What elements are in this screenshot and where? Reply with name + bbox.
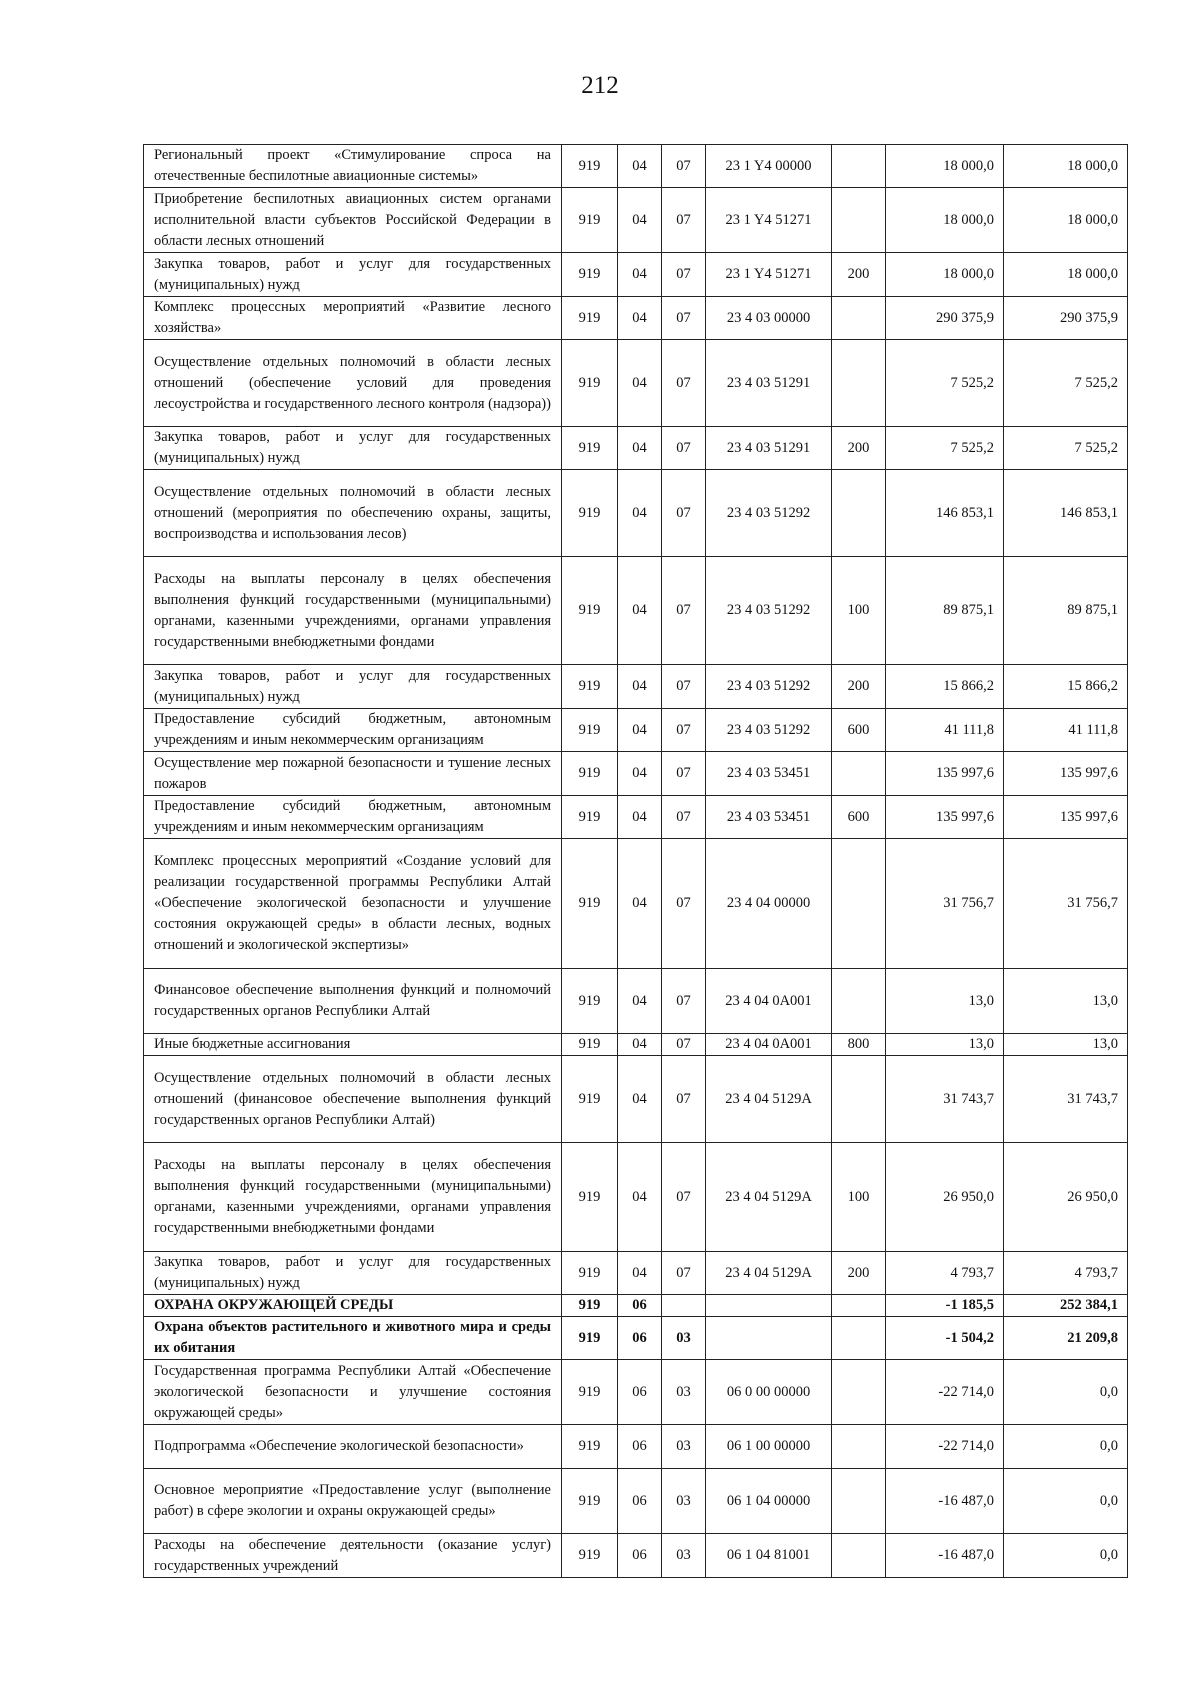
table-row <box>144 1295 1128 1317</box>
row-amount-1-cell: 13,0 <box>886 969 1004 1034</box>
row-amount-2-cell: 18 000,0 <box>1004 145 1128 188</box>
row-name-cell: Расходы на обеспечение деятельности (оказание услуг) государственных учреждений <box>144 1534 562 1578</box>
row-target-article-cell: 23 1 Y4 00000 <box>706 145 832 188</box>
row-expense-type-cell <box>832 752 886 796</box>
row-target-article-cell: 06 0 00 00000 <box>706 1360 832 1425</box>
table-row <box>144 427 1128 470</box>
row-amount-2-cell: 146 853,1 <box>1004 470 1128 557</box>
row-subsection-cell: 07 <box>662 969 706 1034</box>
row-section-cell: 04 <box>618 1252 662 1295</box>
row-subsection-cell: 03 <box>662 1425 706 1469</box>
row-name-cell: Иные бюджетные ассигнования <box>144 1034 562 1056</box>
row-amount-1-cell: 31 756,7 <box>886 839 1004 969</box>
row-amount-1-cell: 4 793,7 <box>886 1252 1004 1295</box>
row-expense-type-cell <box>832 470 886 557</box>
row-amount-2-cell: 252 384,1 <box>1004 1295 1128 1317</box>
row-amount-2-cell: 4 793,7 <box>1004 1252 1128 1295</box>
row-subsection-cell: 07 <box>662 752 706 796</box>
row-section-cell: 06 <box>618 1534 662 1578</box>
row-target-article-cell: 23 4 04 0A001 <box>706 1034 832 1056</box>
row-amount-2-cell: 7 525,2 <box>1004 340 1128 427</box>
row-subsection-cell: 03 <box>662 1469 706 1534</box>
row-amount-2-cell: 135 997,6 <box>1004 752 1128 796</box>
row-subsection-cell <box>662 1295 706 1317</box>
row-amount-2-cell: 41 111,8 <box>1004 709 1128 752</box>
table-row <box>144 340 1128 427</box>
row-name-cell: Осуществление мер пожарной безопасности и тушение лесных пожаров <box>144 752 562 796</box>
row-name-cell: Осуществление отдельных полномочий в области лесных отношений (обеспечение условий для проведения лесоустройства и государственного лесного контроля (надзора)) <box>144 340 562 427</box>
row-expense-type-cell <box>832 1056 886 1143</box>
row-expense-type-cell: 600 <box>832 709 886 752</box>
row-grbs-cell: 919 <box>562 839 618 969</box>
row-amount-2-cell: 0,0 <box>1004 1534 1128 1578</box>
table-row <box>144 470 1128 557</box>
row-target-article-cell <box>706 1295 832 1317</box>
row-expense-type-cell: 100 <box>832 557 886 665</box>
row-expense-type-cell <box>832 1534 886 1578</box>
row-subsection-cell: 07 <box>662 1252 706 1295</box>
row-name-cell: ОХРАНА ОКРУЖАЮЩЕЙ СРЕДЫ <box>144 1295 562 1317</box>
table-row <box>144 253 1128 297</box>
row-section-cell: 04 <box>618 188 662 253</box>
row-grbs-cell: 919 <box>562 1252 618 1295</box>
table-row <box>144 796 1128 839</box>
row-grbs-cell: 919 <box>562 796 618 839</box>
row-subsection-cell: 07 <box>662 1056 706 1143</box>
row-section-cell: 04 <box>618 253 662 297</box>
row-amount-1-cell: -22 714,0 <box>886 1425 1004 1469</box>
table-row <box>144 969 1128 1034</box>
row-target-article-cell <box>706 1317 832 1360</box>
row-name-cell: Комплекс процессных мероприятий «Создание условий для реализации государственной программы Республики Алтай «Обеспечение экологической безопасности и улучшение состояния окружающей среды» в области лесных, водных отношений и экологической экспертизы» <box>144 839 562 969</box>
row-amount-1-cell: 18 000,0 <box>886 145 1004 188</box>
row-expense-type-cell: 100 <box>832 1143 886 1252</box>
row-expense-type-cell <box>832 188 886 253</box>
row-grbs-cell: 919 <box>562 1469 618 1534</box>
row-subsection-cell: 07 <box>662 340 706 427</box>
row-grbs-cell: 919 <box>562 1295 618 1317</box>
row-subsection-cell: 07 <box>662 1034 706 1056</box>
row-target-article-cell: 23 4 04 0A001 <box>706 969 832 1034</box>
row-subsection-cell: 03 <box>662 1317 706 1360</box>
row-grbs-cell: 919 <box>562 427 618 470</box>
row-section-cell: 04 <box>618 470 662 557</box>
table-row <box>144 752 1128 796</box>
row-grbs-cell: 919 <box>562 470 618 557</box>
row-expense-type-cell: 200 <box>832 427 886 470</box>
row-name-cell: Государственная программа Республики Алтай «Обеспечение экологической безопасности и улучшение состояния окружающей среды» <box>144 1360 562 1425</box>
row-target-article-cell: 23 4 03 53451 <box>706 796 832 839</box>
row-target-article-cell: 23 1 Y4 51271 <box>706 253 832 297</box>
row-amount-1-cell: 290 375,9 <box>886 297 1004 340</box>
table-row <box>144 1317 1128 1360</box>
row-name-cell: Закупка товаров, работ и услуг для государственных (муниципальных) нужд <box>144 427 562 470</box>
row-amount-1-cell: -16 487,0 <box>886 1469 1004 1534</box>
row-section-cell: 04 <box>618 145 662 188</box>
row-target-article-cell: 23 4 04 5129А <box>706 1252 832 1295</box>
row-amount-2-cell: 13,0 <box>1004 969 1128 1034</box>
row-amount-1-cell: 13,0 <box>886 1034 1004 1056</box>
row-amount-1-cell: 7 525,2 <box>886 427 1004 470</box>
row-target-article-cell: 23 4 04 5129А <box>706 1143 832 1252</box>
row-amount-1-cell: 89 875,1 <box>886 557 1004 665</box>
row-target-article-cell: 23 4 03 51292 <box>706 665 832 709</box>
row-section-cell: 04 <box>618 1056 662 1143</box>
row-target-article-cell: 06 1 00 00000 <box>706 1425 832 1469</box>
table-row <box>144 188 1128 253</box>
row-expense-type-cell <box>832 969 886 1034</box>
row-amount-2-cell: 290 375,9 <box>1004 297 1128 340</box>
row-amount-2-cell: 26 950,0 <box>1004 1143 1128 1252</box>
row-grbs-cell: 919 <box>562 752 618 796</box>
row-subsection-cell: 07 <box>662 1143 706 1252</box>
row-amount-2-cell: 7 525,2 <box>1004 427 1128 470</box>
row-section-cell: 06 <box>618 1360 662 1425</box>
row-expense-type-cell <box>832 1295 886 1317</box>
table-row <box>144 1425 1128 1469</box>
row-section-cell: 06 <box>618 1317 662 1360</box>
row-section-cell: 06 <box>618 1425 662 1469</box>
row-name-cell: Подпрограмма «Обеспечение экологической безопасности» <box>144 1425 562 1469</box>
row-expense-type-cell <box>832 839 886 969</box>
row-target-article-cell: 23 4 04 00000 <box>706 839 832 969</box>
row-section-cell: 04 <box>618 709 662 752</box>
row-amount-2-cell: 0,0 <box>1004 1469 1128 1534</box>
row-name-cell: Закупка товаров, работ и услуг для государственных (муниципальных) нужд <box>144 253 562 297</box>
budget-table <box>143 144 1128 1578</box>
row-target-article-cell: 23 4 03 00000 <box>706 297 832 340</box>
row-amount-1-cell: 18 000,0 <box>886 253 1004 297</box>
table-row <box>144 1034 1128 1056</box>
table-row <box>144 145 1128 188</box>
row-grbs-cell: 919 <box>562 253 618 297</box>
row-amount-1-cell: -16 487,0 <box>886 1534 1004 1578</box>
row-section-cell: 06 <box>618 1295 662 1317</box>
row-name-cell: Региональный проект «Стимулирование спроса на отечественные беспилотные авиационные системы» <box>144 145 562 188</box>
row-section-cell: 04 <box>618 969 662 1034</box>
row-amount-2-cell: 31 756,7 <box>1004 839 1128 969</box>
table-row <box>144 1143 1128 1252</box>
row-section-cell: 04 <box>618 1143 662 1252</box>
row-amount-2-cell: 15 866,2 <box>1004 665 1128 709</box>
row-name-cell: Расходы на выплаты персоналу в целях обеспечения выполнения функций государственными (муниципальными) органами, казенными учреждениями, органами управления государственными внебюджетными фондами <box>144 1143 562 1252</box>
table-row <box>144 1534 1128 1578</box>
row-grbs-cell: 919 <box>562 1534 618 1578</box>
row-name-cell: Осуществление отдельных полномочий в области лесных отношений (финансовое обеспечение выполнения функций государственных органов Республики Алтай) <box>144 1056 562 1143</box>
row-expense-type-cell: 200 <box>832 665 886 709</box>
row-subsection-cell: 07 <box>662 427 706 470</box>
row-section-cell: 04 <box>618 665 662 709</box>
row-section-cell: 04 <box>618 752 662 796</box>
row-amount-2-cell: 18 000,0 <box>1004 253 1128 297</box>
row-grbs-cell: 919 <box>562 1360 618 1425</box>
row-amount-1-cell: -1 185,5 <box>886 1295 1004 1317</box>
row-subsection-cell: 07 <box>662 253 706 297</box>
row-amount-2-cell: 89 875,1 <box>1004 557 1128 665</box>
row-amount-2-cell: 18 000,0 <box>1004 188 1128 253</box>
budget-table-body <box>144 145 1128 1578</box>
row-amount-2-cell: 0,0 <box>1004 1360 1128 1425</box>
row-amount-1-cell: 135 997,6 <box>886 796 1004 839</box>
table-row <box>144 1056 1128 1143</box>
row-target-article-cell: 06 1 04 00000 <box>706 1469 832 1534</box>
table-row <box>144 557 1128 665</box>
row-name-cell: Финансовое обеспечение выполнения функций и полномочий государственных органов Республики Алтай <box>144 969 562 1034</box>
row-target-article-cell: 23 4 03 51291 <box>706 340 832 427</box>
row-grbs-cell: 919 <box>562 1317 618 1360</box>
page-number: 212 <box>581 72 619 99</box>
row-name-cell: Предоставление субсидий бюджетным, автономным учреждениям и иным некоммерческим организациям <box>144 796 562 839</box>
row-grbs-cell: 919 <box>562 188 618 253</box>
row-target-article-cell: 23 4 03 51291 <box>706 427 832 470</box>
row-expense-type-cell <box>832 1425 886 1469</box>
row-name-cell: Расходы на выплаты персоналу в целях обеспечения выполнения функций государственными (муниципальными) органами, казенными учреждениями, органами управления государственными внебюджетными фондами <box>144 557 562 665</box>
row-expense-type-cell <box>832 1469 886 1534</box>
row-target-article-cell: 23 4 03 51292 <box>706 709 832 752</box>
row-grbs-cell: 919 <box>562 665 618 709</box>
row-grbs-cell: 919 <box>562 297 618 340</box>
row-section-cell: 04 <box>618 1034 662 1056</box>
row-name-cell: Закупка товаров, работ и услуг для государственных (муниципальных) нужд <box>144 1252 562 1295</box>
row-name-cell: Предоставление субсидий бюджетным, автономным учреждениям и иным некоммерческим организациям <box>144 709 562 752</box>
row-subsection-cell: 03 <box>662 1534 706 1578</box>
row-grbs-cell: 919 <box>562 340 618 427</box>
row-amount-1-cell: 135 997,6 <box>886 752 1004 796</box>
row-section-cell: 04 <box>618 796 662 839</box>
row-amount-1-cell: 7 525,2 <box>886 340 1004 427</box>
row-amount-1-cell: 146 853,1 <box>886 470 1004 557</box>
row-name-cell: Охрана объектов растительного и животного мира и среды их обитания <box>144 1317 562 1360</box>
row-grbs-cell: 919 <box>562 1425 618 1469</box>
row-amount-2-cell: 13,0 <box>1004 1034 1128 1056</box>
row-expense-type-cell <box>832 297 886 340</box>
table-row <box>144 1360 1128 1425</box>
row-grbs-cell: 919 <box>562 557 618 665</box>
row-name-cell: Основное мероприятие «Предоставление услуг (выполнение работ) в сфере экологии и охраны окружающей среды» <box>144 1469 562 1534</box>
row-expense-type-cell: 600 <box>832 796 886 839</box>
table-row <box>144 709 1128 752</box>
row-subsection-cell: 07 <box>662 188 706 253</box>
row-section-cell: 04 <box>618 340 662 427</box>
table-row <box>144 665 1128 709</box>
row-section-cell: 04 <box>618 557 662 665</box>
row-section-cell: 04 <box>618 297 662 340</box>
row-target-article-cell: 23 4 04 5129А <box>706 1056 832 1143</box>
row-expense-type-cell <box>832 1360 886 1425</box>
table-row <box>144 1252 1128 1295</box>
table-row <box>144 297 1128 340</box>
row-subsection-cell: 07 <box>662 470 706 557</box>
row-target-article-cell: 23 1 Y4 51271 <box>706 188 832 253</box>
row-amount-1-cell: -1 504,2 <box>886 1317 1004 1360</box>
row-grbs-cell: 919 <box>562 969 618 1034</box>
table-row <box>144 1469 1128 1534</box>
row-amount-1-cell: 31 743,7 <box>886 1056 1004 1143</box>
row-expense-type-cell: 200 <box>832 1252 886 1295</box>
row-amount-1-cell: 15 866,2 <box>886 665 1004 709</box>
row-amount-1-cell: 18 000,0 <box>886 188 1004 253</box>
row-expense-type-cell: 200 <box>832 253 886 297</box>
row-amount-1-cell: -22 714,0 <box>886 1360 1004 1425</box>
row-subsection-cell: 07 <box>662 665 706 709</box>
row-grbs-cell: 919 <box>562 1034 618 1056</box>
row-subsection-cell: 07 <box>662 297 706 340</box>
row-grbs-cell: 919 <box>562 1143 618 1252</box>
row-target-article-cell: 23 4 03 53451 <box>706 752 832 796</box>
row-subsection-cell: 07 <box>662 839 706 969</box>
row-subsection-cell: 07 <box>662 557 706 665</box>
row-subsection-cell: 03 <box>662 1360 706 1425</box>
row-target-article-cell: 23 4 03 51292 <box>706 470 832 557</box>
row-expense-type-cell <box>832 340 886 427</box>
row-section-cell: 04 <box>618 427 662 470</box>
row-amount-1-cell: 41 111,8 <box>886 709 1004 752</box>
row-expense-type-cell: 800 <box>832 1034 886 1056</box>
row-amount-1-cell: 26 950,0 <box>886 1143 1004 1252</box>
row-grbs-cell: 919 <box>562 709 618 752</box>
row-amount-2-cell: 31 743,7 <box>1004 1056 1128 1143</box>
row-target-article-cell: 23 4 03 51292 <box>706 557 832 665</box>
row-grbs-cell: 919 <box>562 1056 618 1143</box>
row-subsection-cell: 07 <box>662 145 706 188</box>
row-amount-2-cell: 0,0 <box>1004 1425 1128 1469</box>
row-name-cell: Осуществление отдельных полномочий в области лесных отношений (мероприятия по обеспечению охраны, защиты, воспроизводства и использования лесов) <box>144 470 562 557</box>
row-section-cell: 04 <box>618 839 662 969</box>
row-expense-type-cell <box>832 1317 886 1360</box>
row-subsection-cell: 07 <box>662 796 706 839</box>
row-grbs-cell: 919 <box>562 145 618 188</box>
row-target-article-cell: 06 1 04 81001 <box>706 1534 832 1578</box>
row-expense-type-cell <box>832 145 886 188</box>
row-amount-2-cell: 21 209,8 <box>1004 1317 1128 1360</box>
row-name-cell: Комплекс процессных мероприятий «Развитие лесного хозяйства» <box>144 297 562 340</box>
row-name-cell: Закупка товаров, работ и услуг для государственных (муниципальных) нужд <box>144 665 562 709</box>
row-name-cell: Приобретение беспилотных авиационных систем органами исполнительной власти субъектов Российской Федерации в области лесных отношений <box>144 188 562 253</box>
row-amount-2-cell: 135 997,6 <box>1004 796 1128 839</box>
row-subsection-cell: 07 <box>662 709 706 752</box>
table-row <box>144 839 1128 969</box>
row-section-cell: 06 <box>618 1469 662 1534</box>
